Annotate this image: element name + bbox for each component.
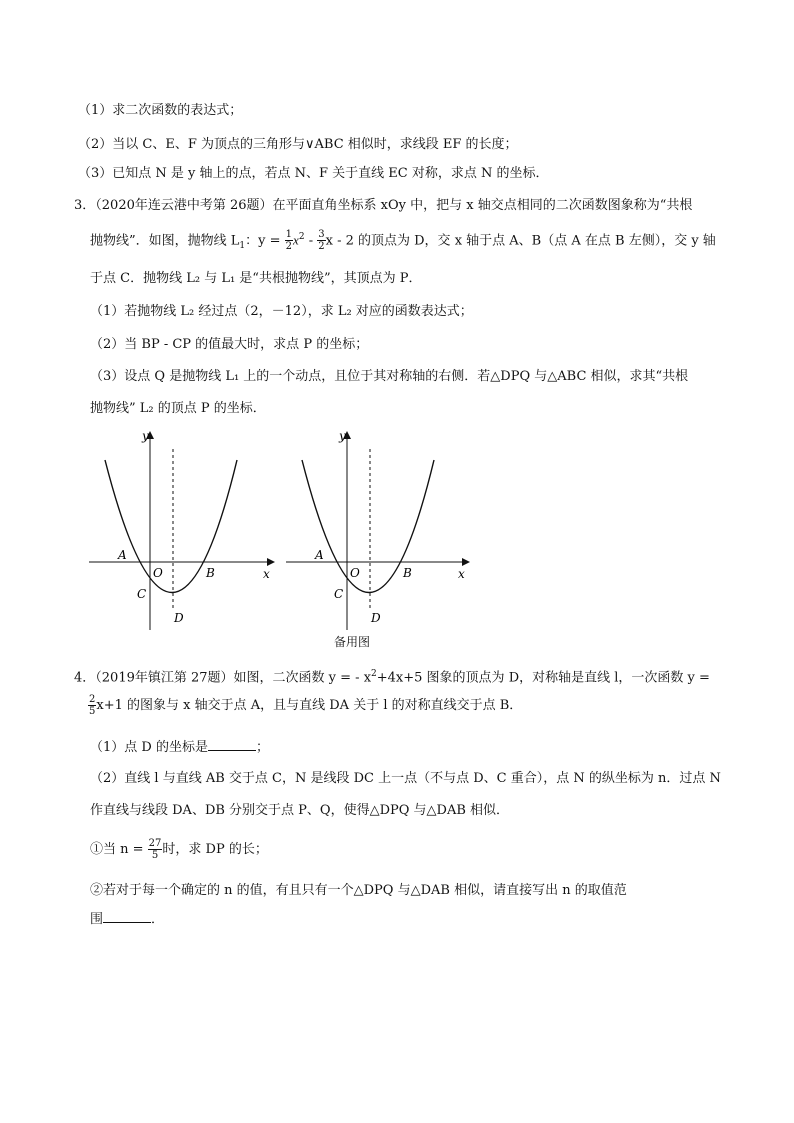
q3-L1-subscript: 1 [239,240,246,251]
q4-sup2: 2 [371,669,377,679]
q4-sub2-answer-blank [103,910,151,923]
q4-sub1-text-b: 时，求 DP 的长； [162,842,268,857]
fig2-label-O: O [350,566,360,580]
fig1-label-B: B [206,566,215,580]
q2-part3: （3）已知点 N 是 y 轴上的点，若点 N、F 关于直线 EC 对称，求点 N 的坐标． [78,166,549,181]
fig2-label-y: y [339,429,346,443]
q4-intro-text-a1: （2019年镇江第 27题）如图，二次函数 y = - x [95,670,372,686]
q3-sup2: 2 [298,232,305,242]
q4-part1-text: （1）点 D 的坐标是 [90,740,208,755]
q3-x: x [293,232,299,248]
q4-sub1-text-a: ①当 n = [90,842,144,857]
fig1-label-y: y [142,429,149,443]
q3-intro-line1 [74,197,692,215]
fig2-label-A: A [315,548,324,562]
q3-part3-line1: （3）设点 Q 是抛物线 L₁ 上的一个动点，且位于其对称轴的右侧．若△DPQ 与△ABC 相似，求其“共根 [90,369,689,384]
q3-number: 3． [74,198,96,213]
q4-number: 4． [74,670,96,686]
q2-part1: （1）求二次函数的表达式； [78,103,243,118]
fig2-label-C: C [334,587,344,601]
q3-fraction-three-halves: $\frac{3}{2}$ [318,229,325,253]
q4-sub2-line1: ②若对于每一个确定的 n 的值，有且只有一个△DPQ 与△DAB 相似，请直接写出 n 的取值范 [90,883,627,898]
q3-intro-text-b3: x - 2 的顶点为 D，交 x 轴于点 A、B（点 A 在点 B 左侧），交 y 轴 [325,233,716,249]
q4-intro-line2 [88,694,522,717]
parabola-figure-main [85,425,285,640]
q4-part2-line1: （2）直线 l 与直线 AB 交于点 C，N 是线段 DC 上一点（不与点 D、C 重合），点 N 的纵坐标为 n．过点 N [90,771,721,786]
fig2-label-x: x [458,567,465,581]
fig1-label-O: O [153,566,163,580]
q4-fraction-two-fifths: $\frac{2}{5}$ [89,694,96,717]
q3-intro-text-b2: ：y = [245,233,281,249]
q2-part2: （2）当以 C、E、F 为顶点的三角形与∨ABC 相似时，求线段 EF 的长度； [78,137,518,152]
fig2-label-D: D [371,611,381,625]
q3-part1: （1）若抛物线 L₂ 经过点（2，－12），求 L₂ 对应的函数表达式； [90,304,473,319]
parabola-figure-backup [282,425,482,640]
q4-part1-answer-blank [208,738,256,751]
fig2-label-B: B [403,566,412,580]
q4-intro-text-a2: +4x+5 图象的顶点为 D，对称轴是直线 l，一次函数 y = [376,670,710,686]
figure-caption-backup: 备用图 [334,635,371,649]
fig1-label-C: C [137,587,147,601]
q4-part2-line2: 作直线与线段 DA、DB 分别交于点 P、Q，使得△DPQ 与△DAB 相似． [90,803,510,818]
q4-part1-end: ； [255,740,269,755]
q3-minus: - [304,233,318,249]
fig1-label-A: A [118,548,127,562]
q4-sub2-text: 围 [90,912,104,927]
fig1-label-x: x [263,567,270,581]
q4-sub2-line2 [90,910,164,929]
q3-part2: （2）当 BP - CP 的值最大时，求点 P 的坐标； [90,337,369,352]
q3-intro-line2 [90,228,716,255]
fig1-label-D: D [174,611,184,625]
q4-sub2-end: ． [151,912,165,927]
q3-intro-text-b1: 抛物线”．如图，抛物线 L [90,233,240,249]
q3-fraction-half: $\frac{1}{2}$ [285,229,293,253]
q3-part3-line2: 抛物线” L₂ 的顶点 P 的坐标． [90,401,266,416]
q3-intro-text: （2020年连云港中考第 26题）在平面直角坐标系 xOy 中，把与 x 轴交点相同的二次函数图象称为“共根 [95,198,693,213]
q4-intro-line1 [74,665,710,687]
q4-part1 [90,738,269,757]
q4-sub1 [90,838,268,861]
q3-intro-line3: 于点 C．抛物线 L₂ 与 L₁ 是“共根抛物线”，其顶点为 P． [90,271,422,286]
q4-intro-text-b: x+1 的图象与 x 轴交于点 A，且与直线 DA 关于 l 的对称直线交于点 B． [96,698,523,713]
q4-fraction-27-5: $\frac{27}{5}$ [148,838,162,861]
